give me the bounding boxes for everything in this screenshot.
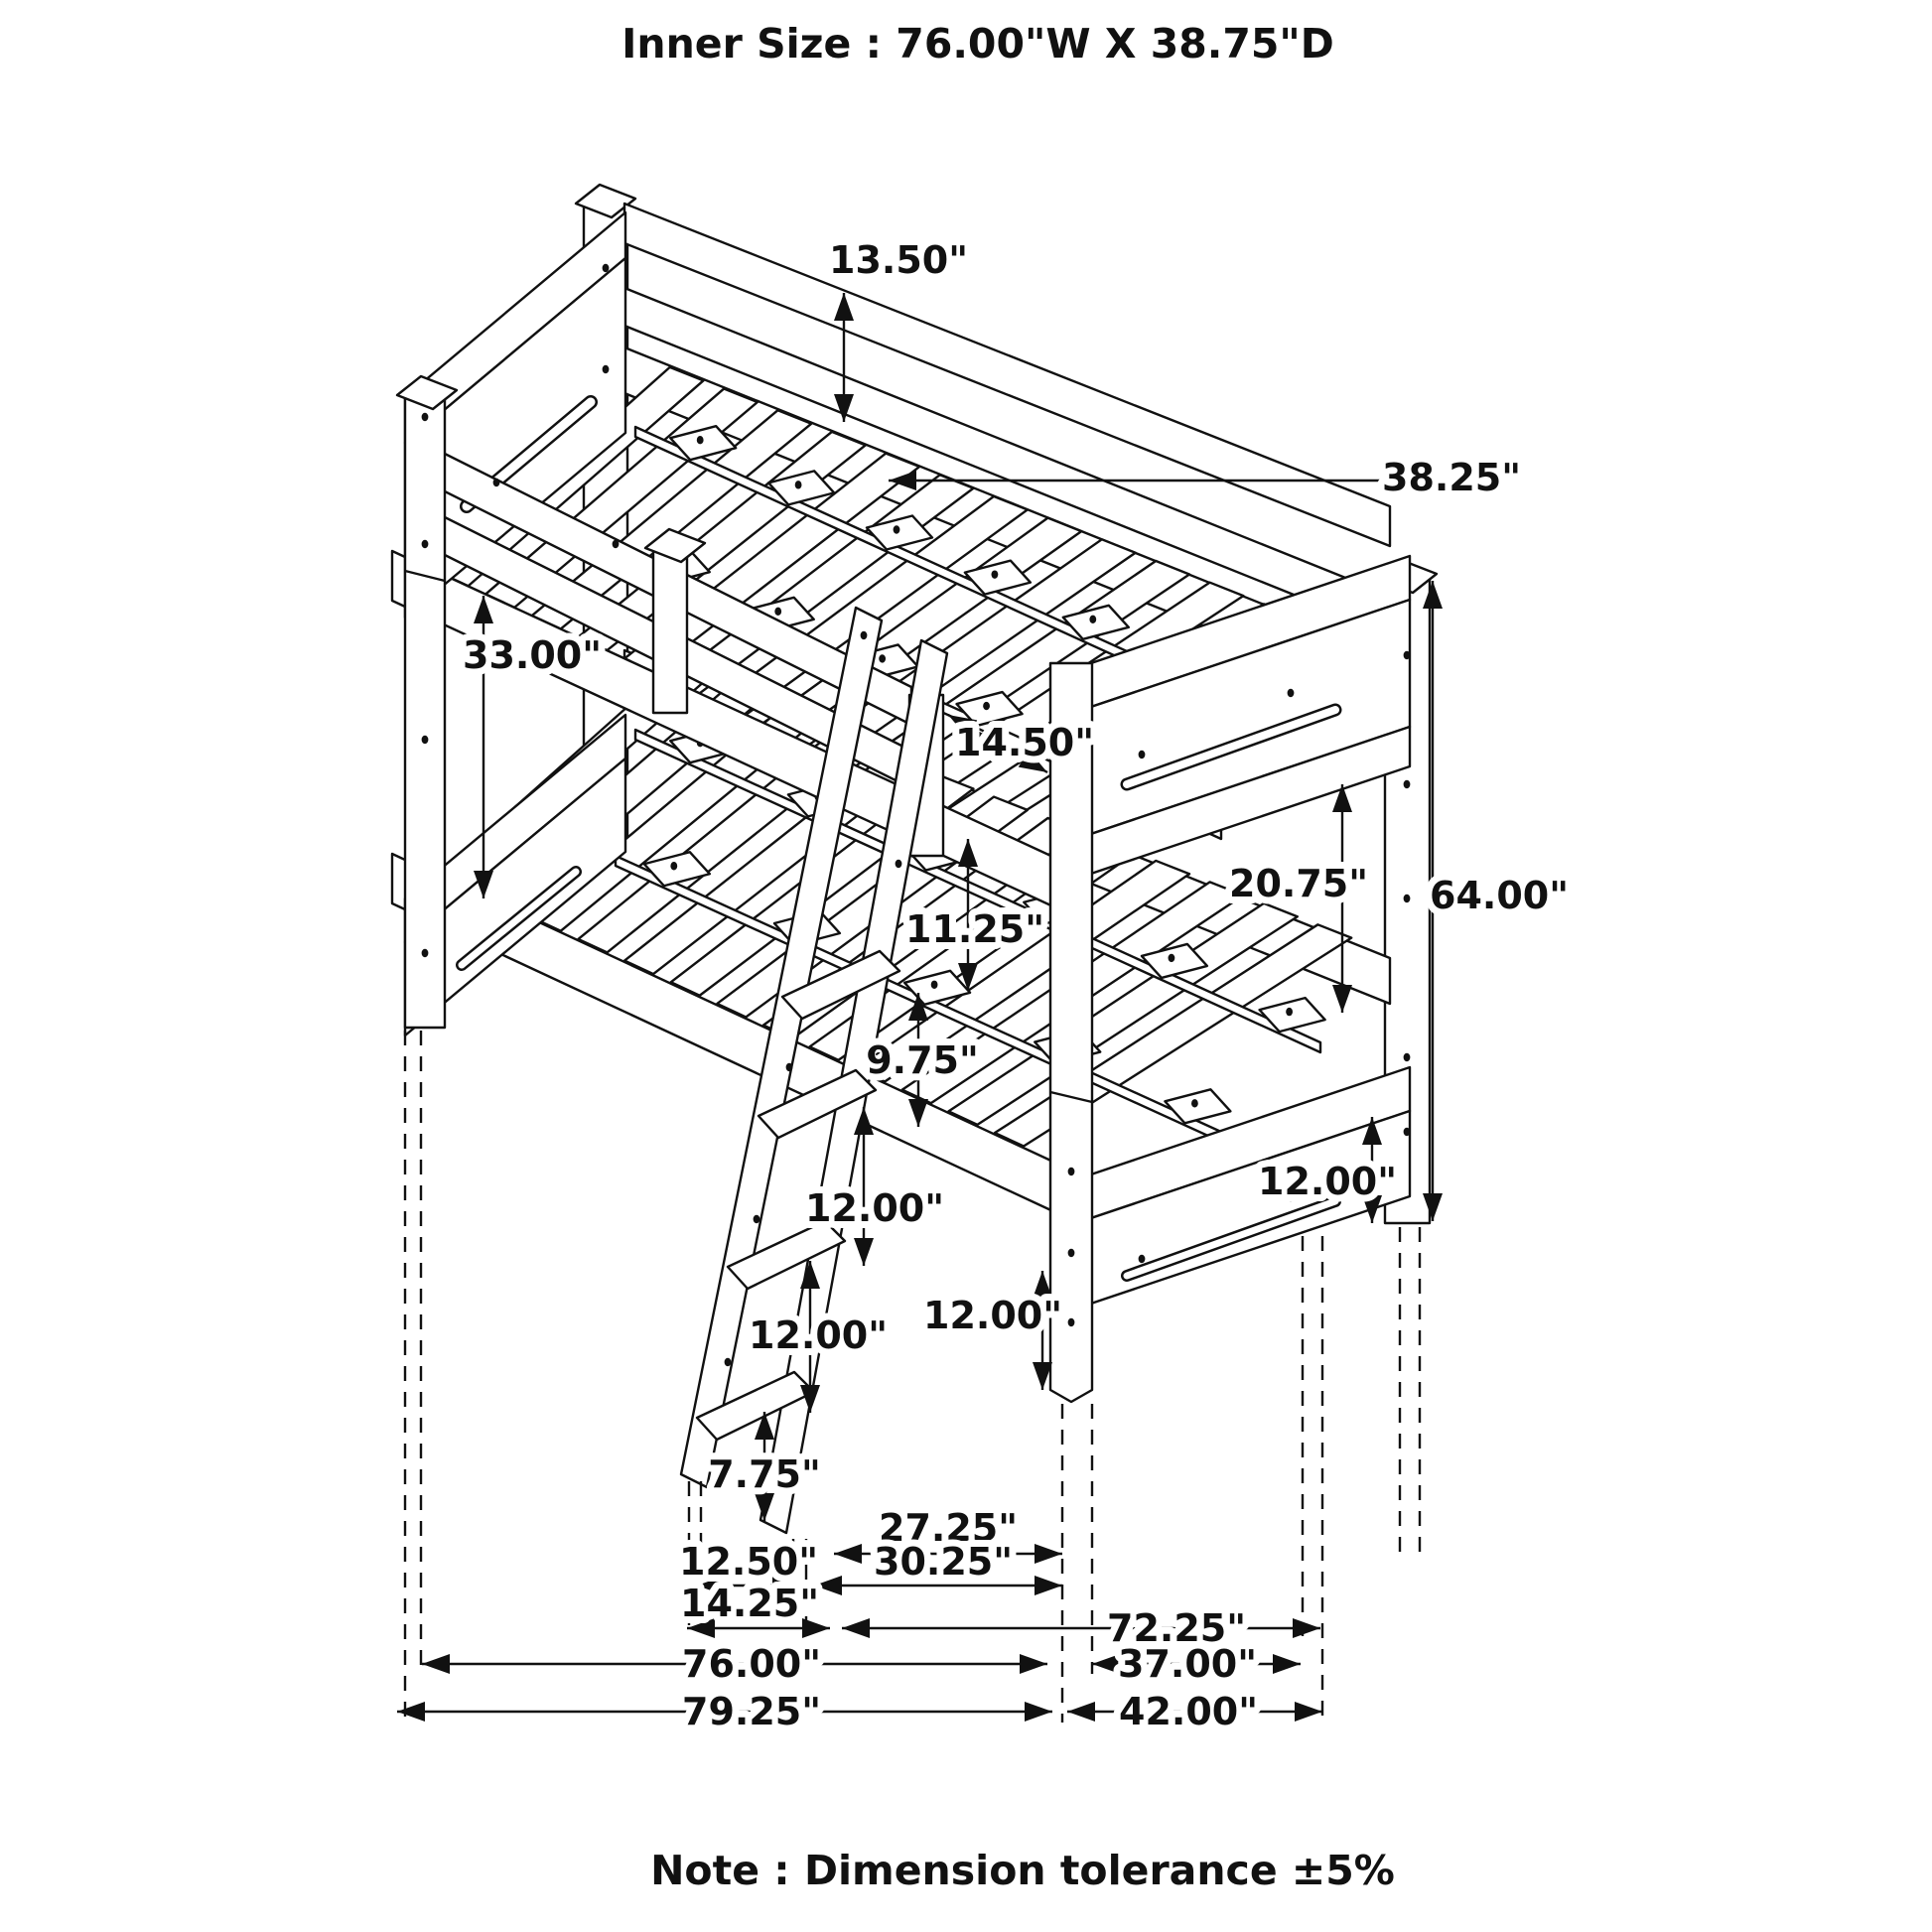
- bed-part: [1295, 1702, 1322, 1722]
- bed-part: [1050, 663, 1092, 1402]
- bed-part: [1273, 1654, 1301, 1674]
- dimension-label: 33.00": [463, 633, 602, 677]
- bed-part: [1092, 1654, 1120, 1674]
- bed-part: [842, 1618, 870, 1638]
- page-title: Inner Size : 76.00"W X 38.75"D: [621, 20, 1334, 68]
- dimension-label: 12.00": [923, 1294, 1062, 1337]
- dimension-label: 64.00": [1430, 874, 1569, 917]
- dimension-label: 42.00": [1119, 1690, 1258, 1733]
- dimension-label: 72.25": [1107, 1606, 1246, 1650]
- tolerance-note: Note : Dimension tolerance ±5%: [650, 1847, 1395, 1894]
- dimension-label: 9.75": [866, 1038, 979, 1082]
- dimension-label: 12.00": [805, 1186, 944, 1230]
- dimension-label: 20.75": [1229, 862, 1368, 905]
- dimension-label: 79.25": [682, 1690, 821, 1733]
- bed-part: [1067, 1702, 1095, 1722]
- dimension-label: 14.25": [680, 1582, 819, 1625]
- bed-part: [1020, 1654, 1047, 1674]
- bed-part: [422, 1654, 450, 1674]
- dimension-label: 76.00": [682, 1642, 821, 1686]
- bed-part: [624, 204, 1390, 546]
- dimension-label: 12.00": [749, 1313, 888, 1357]
- dimension-label: 14.50": [955, 721, 1094, 764]
- bed-part: [1035, 1544, 1062, 1564]
- bed-part: [405, 395, 445, 1028]
- bed-part: [1035, 1576, 1062, 1595]
- dimension-label: 30.25": [874, 1540, 1013, 1584]
- bed-part: [854, 1238, 874, 1266]
- bed-part: [834, 1544, 862, 1564]
- bed-part: [1293, 1618, 1320, 1638]
- bed-part: [397, 1702, 425, 1722]
- bed-part: [1025, 1702, 1052, 1722]
- dimension-label: 38.25": [1382, 456, 1521, 499]
- dimension-label: 12.50": [679, 1540, 818, 1584]
- dimension-label: 27.25": [879, 1506, 1018, 1550]
- bed-drawing: [392, 185, 1437, 1533]
- dimension-label: 7.75": [708, 1452, 821, 1496]
- bed-part: [1332, 985, 1352, 1013]
- dimension-label: 11.25": [905, 907, 1044, 951]
- dimension-label: 12.00": [1258, 1160, 1397, 1203]
- dimension-label: 37.00": [1118, 1642, 1257, 1686]
- dimension-label: 13.50": [829, 238, 968, 282]
- bed-part: [653, 548, 687, 713]
